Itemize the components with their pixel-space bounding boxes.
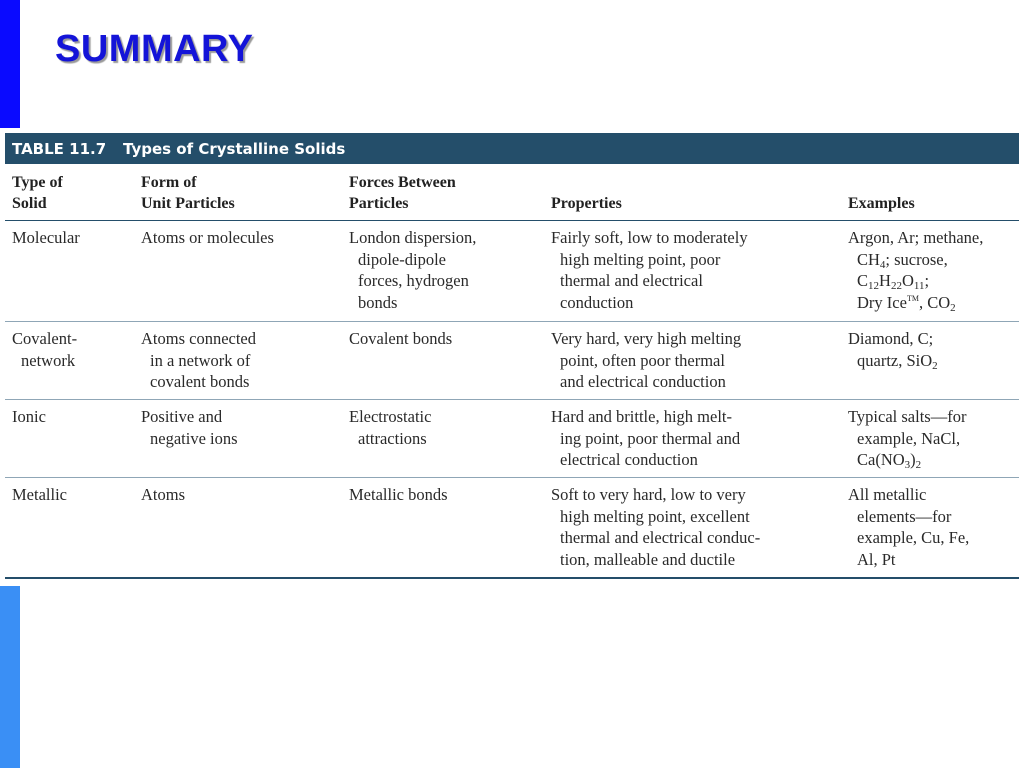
cell-properties: Hard and brittle, high melt- ing point, poor thermal and electrical conduction: [551, 407, 741, 469]
cell-type: Metallic: [12, 485, 67, 504]
cell-properties: Fairly soft, low to moderately high melting point, poor thermal and electrical conduction: [551, 228, 748, 312]
table-number: TABLE 11.7: [12, 139, 107, 158]
crystalline-solids-table: [5, 133, 1019, 579]
table-row-ionic: [5, 400, 1019, 478]
table-row-molecular: [5, 221, 1019, 322]
cell-forces: Metallic bonds: [349, 485, 448, 504]
column-header-properties: Properties: [551, 195, 622, 212]
column-header-particles: Form of Unit Particles: [141, 174, 235, 212]
cell-forces: London dispersion, dipole-dipole forces, hydrogen bonds: [349, 228, 477, 312]
table-row-covalent-network: [5, 322, 1019, 400]
cell-forces: Electrostatic attractions: [349, 407, 432, 448]
cell-forces: Covalent bonds: [349, 329, 453, 348]
cell-examples: Diamond, C; quartz, SiO$_2$: [848, 329, 938, 372]
cell-type: Molecular: [12, 228, 80, 247]
accent-bar-bottom: [0, 586, 20, 768]
cell-particles: Atoms connected in a network of covalent bonds: [141, 329, 257, 391]
cell-properties: Very hard, very high melting point, often poor thermal and electrical conduction: [551, 329, 742, 391]
cell-particles: Positive and negative ions: [141, 407, 238, 448]
column-header-forces: Forces Between Particles: [349, 174, 456, 212]
cell-type: Ionic: [12, 407, 46, 426]
cell-properties: Soft to very hard, low to very high melting point, excellent thermal and electrical conduc- tion, malleable and ductile: [551, 485, 761, 569]
table-caption: Types of Crystalline Solids: [123, 139, 346, 158]
table-column-headers: [5, 164, 1019, 221]
slide-title: SUMMARY: [55, 28, 254, 70]
table-caption-bar: [5, 133, 1019, 164]
cell-particles: Atoms: [141, 485, 186, 504]
cell-type: Covalent- network: [12, 329, 78, 370]
cell-examples: Typical salts—for example, NaCl, $Ca(NO_3)_2$: [848, 407, 967, 471]
column-header-examples: Examples: [848, 195, 915, 212]
accent-bar-top: [0, 0, 20, 128]
cell-particles: Atoms or molecules: [141, 228, 274, 247]
cell-examples: Argon, Ar; methane, $CH_4$; sucrose, $C_{12}H_{22}O_{11}$; Dry Ice™, $CO_2$: [848, 228, 984, 314]
column-header-type: Type of Solid: [12, 174, 63, 212]
cell-examples: All metallic elements—for example, Cu, Fe, Al, Pt: [848, 485, 970, 569]
table-row-metallic: [5, 478, 1019, 579]
